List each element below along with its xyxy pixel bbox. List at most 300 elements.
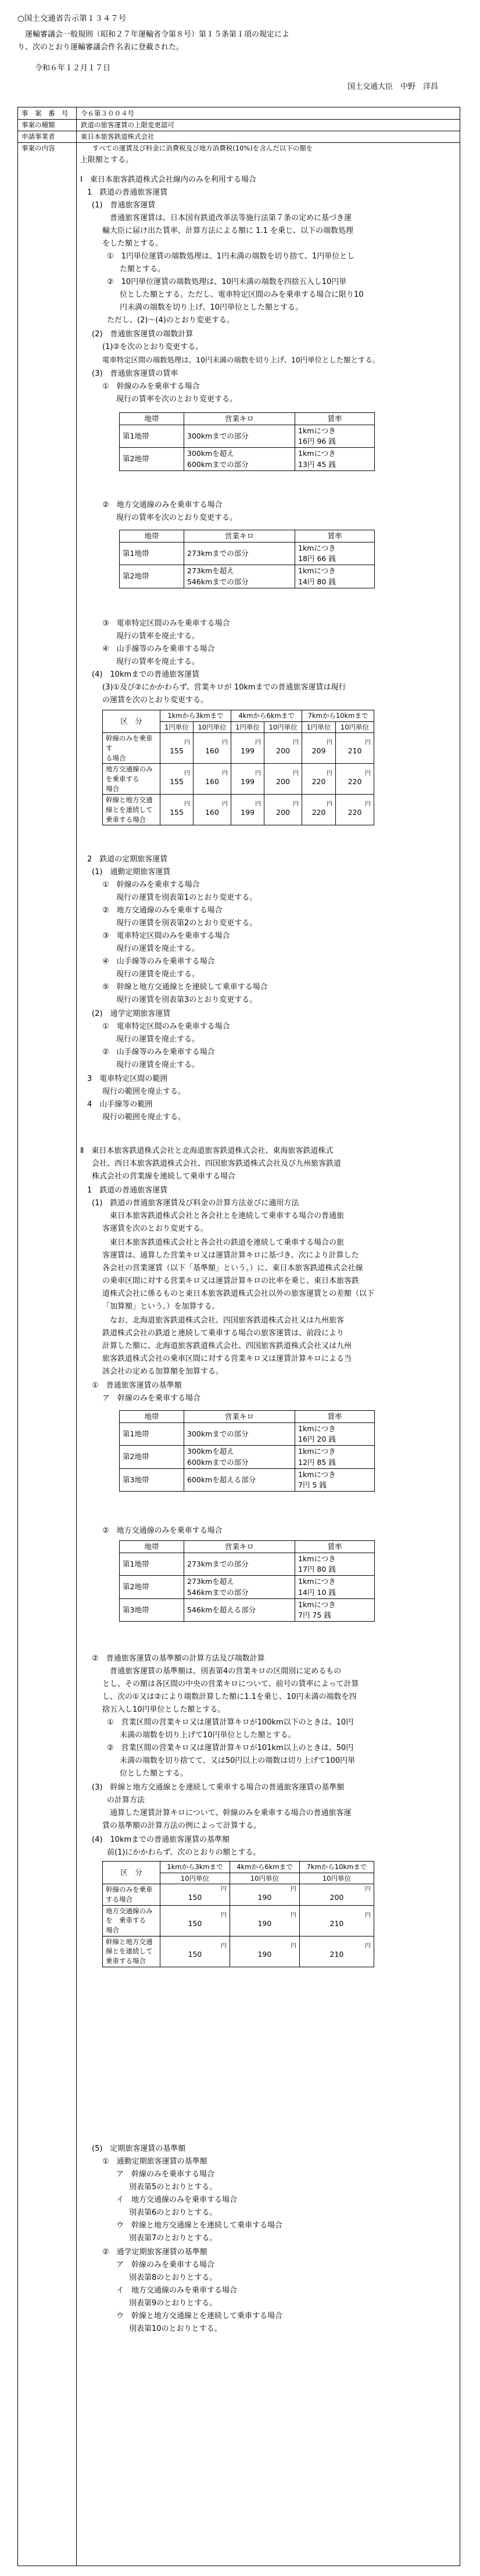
fare-value: 200 — [329, 1892, 344, 1902]
fare-value: 190 — [257, 1892, 272, 1902]
table-row — [120, 1598, 375, 1621]
cell-line: 幹線のみを乗車 — [106, 1885, 153, 1894]
table-row — [103, 1936, 374, 1967]
table-cell: 第2地帯 — [120, 1576, 184, 1598]
yen-unit: 円 — [326, 739, 332, 746]
content-line: ② 地方交通線のみを乗車する場合 — [102, 501, 223, 509]
content-line: 現行の運賃を廃止する。 — [116, 970, 200, 979]
content-line: ③ 電車特定区間のみを乗車する場合 — [102, 932, 230, 940]
content-line: (1)②を次のとおり変更する。 — [102, 343, 203, 351]
fare-value: 220 — [348, 808, 362, 817]
table-cell: 600kmを超える部分 — [184, 1468, 295, 1491]
table-header: 4kmから6kmまで — [230, 1862, 299, 1873]
subsection-heading: 3 電車特定区間の範囲 — [87, 1075, 168, 1083]
notice-intro-line-1: 運輸審議会一般規則（昭和２７年運輸省令第８号）第１５条第１項の規定によ — [17, 30, 290, 39]
table-cell — [184, 1446, 295, 1468]
table-header: 地帯 — [120, 530, 184, 542]
table-header: 営業キロ — [184, 1541, 295, 1553]
content-line: ⑤ 幹線と地方交通線とを連続して乗車する場合 — [102, 983, 268, 991]
yen-unit: 円 — [365, 1912, 371, 1918]
yen-unit: 円 — [222, 801, 228, 808]
item-heading: (2) 普通旅客運賃の端数計算 — [92, 330, 194, 339]
yen-unit: 円 — [326, 801, 332, 808]
content-line: ア 幹線のみを乗車する場合 — [116, 2170, 215, 2179]
table-cell: 273kmまでの部分 — [184, 542, 295, 565]
table-header: 賃率 — [295, 1411, 375, 1423]
content-line: 現行の運賃を別表第3のとおり変更する。 — [116, 996, 257, 1004]
content-line: ③ 電車特定区間のみを乗車する場合 — [102, 619, 230, 628]
content-line: イ 地方交通線のみを乗車する場合 — [116, 2286, 238, 2295]
content-line: ア 幹線のみを乗車する場合 — [116, 2261, 215, 2269]
item-heading: (1) 通勤定期旅客運賃 — [92, 868, 171, 876]
content-line: 普通旅客運賃は、日本国有鉄道改革法等施行法第７条の定めに基づき運 — [102, 214, 352, 222]
content-line: 現行の運賃を別表第2のとおり変更する。 — [116, 919, 257, 928]
row-divider — [18, 142, 460, 143]
table-row — [120, 565, 375, 588]
content-line: 計算した額に、北海道旅客鉄道株式会社、四国旅客鉄道株式会社又は九州 — [102, 1342, 352, 1350]
content-line: 客運賃は、通算した営業キロ又は運賃計算キロに基づき、次により計算した — [102, 1251, 359, 1260]
fare-value: 220 — [348, 777, 362, 786]
item-heading: ② 普通旅客運賃の基準額の計算方法及び端数計算 — [92, 1654, 265, 1663]
short-distance-base-table — [102, 1861, 374, 1967]
content-line: 現行の賃率を次のとおり変更する。 — [116, 395, 238, 404]
cell-line: 場合 — [106, 784, 119, 793]
fare-value: 199 — [241, 808, 255, 817]
yen-unit: 円 — [222, 739, 228, 746]
item-heading: (3) 幹線と地方交通線とを連続して乗車する場合の普通旅客運賃の基準額 — [92, 1783, 345, 1792]
table-cell — [302, 733, 336, 764]
fare-value: 199 — [241, 746, 255, 756]
yen-unit: 円 — [220, 1912, 227, 1918]
fare-value: 155 — [170, 777, 184, 786]
content-line: 現行の賃率を次のとおり変更する。 — [116, 513, 238, 522]
content-line: 電車特定区間の端数処理は、10円未満の端数を切り上げ、10円単位とした額とする。 — [102, 355, 380, 364]
base-rate-table-trunk — [119, 1410, 375, 1492]
fare-value: 155 — [170, 746, 184, 756]
table-cell — [103, 1905, 160, 1936]
row-divider — [18, 119, 460, 120]
section-heading: Ⅰ 東日本旅客鉄道株式会社線内のみを利用する場合 — [80, 175, 256, 184]
content-line: 鉄道株式会社の鉄道と連続して乗車する場合の旅客運賃は、前段により — [102, 1329, 345, 1338]
cell-line: 1kmにつき — [298, 426, 336, 436]
content-line: 現行の運賃を廃止する。 — [116, 1061, 200, 1069]
case-type-value: 鉄道の旅客運賃の上限変更認可 — [81, 121, 174, 129]
table-cell — [295, 448, 375, 470]
cell-line: 600kmまでの部分 — [187, 1457, 249, 1467]
case-number-value: 令６第３００４号 — [81, 109, 134, 117]
table-header: 賃率 — [295, 413, 375, 425]
table-cell: 300kmまでの部分 — [184, 425, 295, 448]
yen-unit: 円 — [293, 770, 299, 777]
cell-line: 幹線のみを乗車す — [106, 734, 153, 753]
table-cell — [194, 795, 231, 825]
content-line: 「加算額」という。）を加算する。 — [102, 1302, 220, 1311]
content-line: の乗車区間に対する営業キロ又は運賃計算キロの比率を乗じ、東日本旅客鉄 — [102, 1277, 360, 1285]
notice-title: ○国土交通省告示第１３４７号 — [17, 14, 127, 23]
content-line: 現行の範囲を廃止する。 — [102, 1087, 186, 1096]
fare-value: 210 — [348, 746, 362, 756]
table-row — [103, 1884, 374, 1905]
cell-line: 場合 — [106, 1926, 119, 1935]
content-line: ① 営業区間の営業キロ又は運賃計算キロが100km以下のときは、10円 — [107, 1718, 354, 1727]
yen-unit: 円 — [365, 1885, 371, 1892]
table-cell: 273kmまでの部分 — [184, 1553, 295, 1576]
table-cell — [160, 1884, 230, 1905]
table-header: 10円単位 — [230, 1873, 299, 1884]
table-cell — [160, 1936, 230, 1967]
table-row — [120, 1468, 375, 1491]
subsection-heading: 2 鉄道の定期旅客運賃 — [87, 855, 168, 864]
notice-intro-line-2: り、次のとおり運輸審議会件名表に登載された。 — [17, 43, 184, 52]
yen-unit: 円 — [365, 770, 371, 777]
table-header: 7kmから10kmまで — [299, 1862, 374, 1873]
content-line: 通算した運賃計算キロについて、幹線のみを乗車する場合の普通旅客運 — [102, 1809, 352, 1817]
subsection-heading: 1 鉄道の普通旅客運賃 — [87, 1186, 168, 1195]
cell-line: 300kmを超え — [187, 449, 234, 458]
table-row — [103, 1905, 374, 1936]
yen-unit: 円 — [290, 1885, 296, 1892]
cell-line: 1kmにつき — [298, 1424, 336, 1433]
fare-value: 155 — [170, 808, 184, 817]
cell-line: 273kmを超え — [187, 566, 234, 576]
table-row — [120, 1576, 375, 1598]
table-cell — [231, 764, 264, 795]
table-header: 地帯 — [120, 1541, 184, 1553]
yen-unit: 円 — [222, 770, 228, 777]
fare-value: 160 — [205, 808, 219, 817]
cell-line: 1kmにつき — [298, 1447, 336, 1456]
table-header: 区 分 — [103, 710, 160, 733]
fare-value: 220 — [311, 808, 326, 817]
cell-line: 1kmにつき — [298, 1577, 336, 1586]
fare-value: 150 — [188, 1918, 202, 1928]
subsection-heading: 1 鉄道の普通旅客運賃 — [87, 188, 168, 197]
content-line: 現行の運賃を別表第1のとおり変更する。 — [116, 893, 257, 902]
cell-line: を乗車する — [106, 775, 139, 784]
yen-unit: 円 — [293, 739, 299, 746]
content-line: し、次の①又は②により端数計算した額に1.1を乗じ、10円未満の端数を四 — [102, 1693, 357, 1701]
section-heading: Ⅱ 東日本旅客鉄道株式会社と北海道旅客鉄道株式会社、東海旅客鉄道株式 — [80, 1147, 334, 1155]
cell-line: 1kmにつき — [298, 1470, 336, 1479]
cell-line: を 乗車する — [106, 1916, 146, 1925]
item-heading: ① 普通旅客運賃の基準額 — [92, 1381, 182, 1390]
table-row — [103, 795, 374, 825]
cell-line: する場合 — [106, 1895, 132, 1904]
content-line: なお、北海道旅客鉄道株式会社、四国旅客鉄道株式会社又は九州旅客 — [102, 1316, 345, 1325]
content-line: 別表第6のとおりとする。 — [129, 2208, 217, 2217]
table-cell: 第1地帯 — [120, 1553, 184, 1576]
item-heading: (1) 普通旅客運賃 — [92, 201, 156, 210]
cell-line: 1kmにつき — [298, 544, 336, 553]
content-line: 上限額とする。 — [80, 156, 134, 164]
cell-line: 273kmを超え — [187, 1577, 234, 1586]
content-line: 東日本旅客鉄道株式会社と各会社とを連続して乗車する場合の普通旅 — [102, 1212, 345, 1220]
content-line: の計算方法 — [107, 1796, 145, 1805]
table-cell: 300kmまでの部分 — [184, 1423, 295, 1446]
table-header: 営業キロ — [184, 1411, 295, 1423]
content-line: の運賃を次のとおり変更する。 — [102, 696, 209, 705]
content-line: とし、その額は各区間の中央の営業キロについて、前号の賃率によって計算 — [102, 1680, 359, 1688]
table-header: 1円単位 — [231, 721, 264, 733]
table-cell — [160, 764, 194, 795]
content-line: 未満の端数を切り上げて10円単位とした額とする。 — [120, 1731, 296, 1740]
table-cell — [295, 1576, 375, 1598]
content-line: 位とした額とする。ただし、電車特定区間のみを乗車する場合に限り10 — [120, 290, 364, 299]
case-content-first-line: すべての運賃及び料金に消費税及び地方消費税(10%)を含んだ以下の額を — [92, 144, 313, 152]
table-cell — [160, 795, 194, 825]
content-line: 未満の端数を切り捨てて、又は50円以上の端数は切り上げて100円単 — [120, 1756, 356, 1765]
cell-line: 7円 5 銭 — [298, 1480, 327, 1489]
table-header: 営業キロ — [184, 413, 295, 425]
table-cell — [302, 795, 336, 825]
content-line: 旅客鉄道株式会社の乗車区間に対する営業キロ又は運賃計算キロによる当 — [102, 1355, 352, 1363]
yen-unit: 円 — [184, 739, 191, 746]
table-header: 10円単位 — [160, 1873, 230, 1884]
cell-line: 600kmまでの部分 — [187, 459, 249, 469]
short-distance-fare-table — [102, 710, 374, 825]
content-line: ① 幹線のみを乗車する場合 — [102, 382, 200, 391]
content-line: ④ 山手線等のみを乗車する場合 — [102, 957, 215, 966]
content-line: 別表第7のとおりとする。 — [129, 2234, 217, 2243]
fare-value: 200 — [276, 777, 290, 786]
cell-line: 546kmまでの部分 — [187, 1587, 249, 1597]
table-cell — [295, 565, 375, 588]
content-line: ① 電車特定区間のみを乗車する場合 — [102, 1022, 230, 1031]
table-cell: 第3地帯 — [120, 1468, 184, 1491]
item-heading: (1) 鉄道の普通旅客運賃及び料金の計算方法並びに適用方法 — [92, 1199, 299, 1208]
table-row — [120, 1553, 375, 1576]
item-heading: (4) 10kmまでの普通旅客運賃 — [92, 670, 200, 679]
table-header: 10円単位 — [264, 721, 302, 733]
fare-value: 200 — [276, 746, 290, 756]
cell-line: 1kmにつき — [298, 1600, 336, 1609]
content-line: 現行の運賃を廃止する。 — [116, 1035, 200, 1044]
fare-value: 150 — [188, 1892, 202, 1902]
table-cell — [231, 733, 264, 764]
table-cell — [194, 764, 231, 795]
table-cell — [231, 795, 264, 825]
cell-line: 16円 96 銭 — [298, 437, 336, 446]
cell-line: 18円 66 銭 — [298, 554, 336, 563]
content-line: ② 山手線等のみを乗車する場合 — [102, 1048, 215, 1057]
item-heading: (4) 10kmまでの普通旅客運賃の基準額 — [92, 1835, 230, 1844]
content-line: 現行の範囲を廃止する。 — [102, 1113, 186, 1122]
base-rate-table-local — [119, 1540, 375, 1622]
content-line: 別表第10のとおりとする。 — [129, 2324, 222, 2333]
item-heading: (5) 定期旅客運賃の基準額 — [92, 2144, 186, 2153]
cell-line: 14円 10 銭 — [298, 1587, 336, 1597]
table-cell — [295, 425, 375, 448]
fare-value: 199 — [241, 777, 255, 786]
cell-line: 線とを連続して — [106, 806, 153, 814]
content-line: 道株式会社に係るものと東日本旅客鉄道株式会社以外の旅客運賃との差額（以下 — [102, 1289, 375, 1298]
table-cell: 第2地帯 — [120, 565, 184, 588]
yen-unit: 円 — [293, 801, 299, 808]
table-row — [120, 425, 375, 448]
content-line: ② 地方交通線のみを乗車する場合 — [102, 1526, 223, 1535]
yen-unit: 円 — [290, 1942, 296, 1949]
cell-line: 1kmにつき — [298, 566, 336, 576]
table-header: 営業キロ — [184, 530, 295, 542]
fare-value: 209 — [311, 746, 326, 756]
content-line: ウ 幹線と地方交通線とを連続して乗車する場合 — [116, 2221, 283, 2230]
content-line: た額とする。 — [120, 265, 166, 274]
content-line: イ 地方交通線のみを乗車する場合 — [116, 2196, 238, 2204]
table-header: 10円単位 — [335, 721, 374, 733]
table-cell: 546kmを超える部分 — [184, 1598, 295, 1621]
cell-line: 地方交通線のみ — [106, 1906, 153, 1915]
content-line: ウ 幹線と地方交通線とを連続して乗車する場合 — [116, 2312, 283, 2320]
item-heading: (3) 普通旅客運賃の賃率 — [92, 369, 178, 378]
content-line: ② 通学定期旅客運賃の基準額 — [102, 2248, 207, 2257]
yen-unit: 円 — [365, 739, 371, 746]
content-line: 賃の基準額の計算方法の例によって計算する。 — [102, 1821, 262, 1830]
table-header: 1kmから3kmまで — [160, 1862, 230, 1873]
table-cell — [299, 1936, 374, 1967]
table-header: 1円単位 — [160, 721, 194, 733]
cell-line: 14円 80 銭 — [298, 577, 336, 586]
cell-line: 地方交通線のみ — [106, 765, 153, 774]
cell-line: 1kmにつき — [298, 449, 336, 458]
content-line: 別表第9のとおりとする。 — [129, 2299, 217, 2308]
table-header: 地帯 — [120, 413, 184, 425]
cell-line: 幹線と地方交通 — [106, 1937, 153, 1946]
table-cell: 第1地帯 — [120, 1423, 184, 1446]
yen-unit: 円 — [184, 770, 191, 777]
content-line: 前(1)にかかわらず、次のとおりの額とする。 — [107, 1848, 261, 1857]
table-cell — [264, 764, 302, 795]
cell-line: 7円 75 銭 — [298, 1610, 331, 1619]
content-line: ① 1円単位運賃の端数処理は、1円未満の端数を切り捨て、1円単位とし — [107, 252, 355, 261]
table-cell — [230, 1905, 299, 1936]
table-cell — [264, 795, 302, 825]
table-cell: 第2地帯 — [120, 448, 184, 470]
yen-unit: 円 — [255, 770, 262, 777]
applicant-label: 申請事業者 — [22, 132, 55, 141]
table-header: 賃率 — [295, 530, 375, 542]
fare-value: 160 — [205, 746, 219, 756]
fare-value: 200 — [276, 808, 290, 817]
content-line: ② 10円単位運賃の端数処理は、10円未満の端数を四捨五入し10円単 — [107, 278, 347, 286]
content-line: ④ 山手線等のみを乗車する場合 — [102, 645, 215, 653]
table-header: 1kmから3kmまで — [160, 710, 231, 722]
table-header: 4kmから6kmまで — [231, 710, 302, 722]
cell-line: 546kmまでの部分 — [187, 577, 249, 586]
case-number-label: 事 案 番 号 — [22, 109, 69, 117]
yen-unit: 円 — [184, 801, 191, 808]
table-row — [103, 733, 374, 764]
fare-value: 150 — [188, 1949, 202, 1959]
yen-unit: 円 — [255, 739, 262, 746]
table-cell — [335, 733, 374, 764]
yen-unit: 円 — [220, 1885, 227, 1892]
cell-line: 乗車する場合 — [106, 1957, 146, 1966]
table-cell — [184, 565, 295, 588]
table-row — [120, 1423, 375, 1446]
yen-unit: 円 — [365, 801, 371, 808]
table-cell — [103, 1884, 160, 1905]
cell-line: 17円 80 銭 — [298, 1565, 336, 1574]
rate-table-trunk — [119, 412, 375, 471]
fare-value: 190 — [257, 1949, 272, 1959]
content-line: 株式会社の営業線を連続して乗車する場合 — [92, 1172, 236, 1181]
table-cell — [103, 733, 160, 764]
fare-value: 210 — [329, 1949, 344, 1959]
content-line: ア 幹線のみを乗車する場合 — [102, 1394, 201, 1403]
table-cell — [230, 1936, 299, 1967]
cell-line: る場合 — [106, 753, 126, 762]
table-header: 地帯 — [120, 1411, 184, 1423]
case-content-label: 事案の内容 — [22, 144, 55, 152]
cell-line: 乗車する場合 — [106, 815, 146, 824]
content-line: 位とした額とする。 — [120, 1769, 188, 1778]
fare-value: 160 — [205, 777, 219, 786]
case-type-label: 事案の種類 — [22, 121, 55, 129]
table-cell — [335, 764, 374, 795]
table-cell — [302, 764, 336, 795]
yen-unit: 円 — [220, 1942, 227, 1949]
cell-line: 13円 45 銭 — [298, 459, 336, 469]
table-header: 区 分 — [103, 1862, 160, 1884]
table-row — [120, 542, 375, 565]
table-cell: 第1地帯 — [120, 425, 184, 448]
content-line: 別表第8のとおりとする。 — [129, 2273, 217, 2282]
table-cell — [184, 1576, 295, 1598]
content-line: 輸大臣に届け出た賃率、計算方法による額に 1.1 を乗じ、以下の端数処理 — [102, 227, 353, 235]
table-cell: 第3地帯 — [120, 1598, 184, 1621]
cell-line: 300kmを超え — [187, 1447, 234, 1456]
content-line: 東日本旅客鉄道株式会社と各会社の鉄道を連続して乗車する場合の旅 — [102, 1238, 345, 1247]
content-line: 現行の運賃を廃止する。 — [116, 944, 200, 953]
column-divider — [76, 107, 77, 2566]
table-cell — [160, 733, 194, 764]
yen-unit: 円 — [255, 801, 262, 808]
subsection-heading: 4 山手線等の範囲 — [87, 1100, 153, 1109]
table-cell — [335, 795, 374, 825]
table-cell — [230, 1884, 299, 1905]
content-line: 該会社の定める加算額を加算する。 — [102, 1367, 224, 1376]
table-row — [120, 1446, 375, 1468]
content-line: 円未満の端数を切り上げ、10円単位とした額とする。 — [120, 303, 303, 312]
content-line: 別表第5のとおりとする。 — [129, 2183, 217, 2191]
table-cell — [295, 1553, 375, 1576]
cell-line: 線とを連続して — [106, 1947, 153, 1956]
table-cell: 第2地帯 — [120, 1446, 184, 1468]
content-line: ① 幹線のみを乗車する場合 — [102, 881, 200, 889]
table-header: 1円単位 — [302, 721, 336, 733]
content-line: ただし、(2)～(4)のとおり変更する。 — [107, 316, 234, 325]
table-cell — [295, 1423, 375, 1446]
fare-value: 210 — [329, 1918, 344, 1928]
table-cell — [295, 1468, 375, 1491]
content-line: (3)①及び②にかかわらず、営業キロが 10kmまでの普通旅客運賃は現行 — [102, 683, 346, 692]
table-cell — [103, 764, 160, 795]
table-cell — [103, 1936, 160, 1967]
cell-line: 12円 85 銭 — [298, 1457, 336, 1467]
table-cell — [184, 448, 295, 470]
yen-unit: 円 — [326, 770, 332, 777]
applicant-value: 東日本旅客鉄道株式会社 — [81, 132, 155, 141]
yen-unit: 円 — [290, 1912, 296, 1918]
notice-signer: 国土交通大臣 中野 洋昌 — [348, 82, 439, 91]
rate-table-local — [119, 530, 375, 588]
cell-line: 幹線と地方交通 — [106, 796, 153, 804]
table-header: 10円単位 — [194, 721, 231, 733]
table-cell — [299, 1905, 374, 1936]
content-line: 現行の賃率を廃止する。 — [116, 658, 200, 666]
content-line: ② 地方交通線のみを乗車する場合 — [102, 906, 223, 915]
table-cell — [264, 733, 302, 764]
